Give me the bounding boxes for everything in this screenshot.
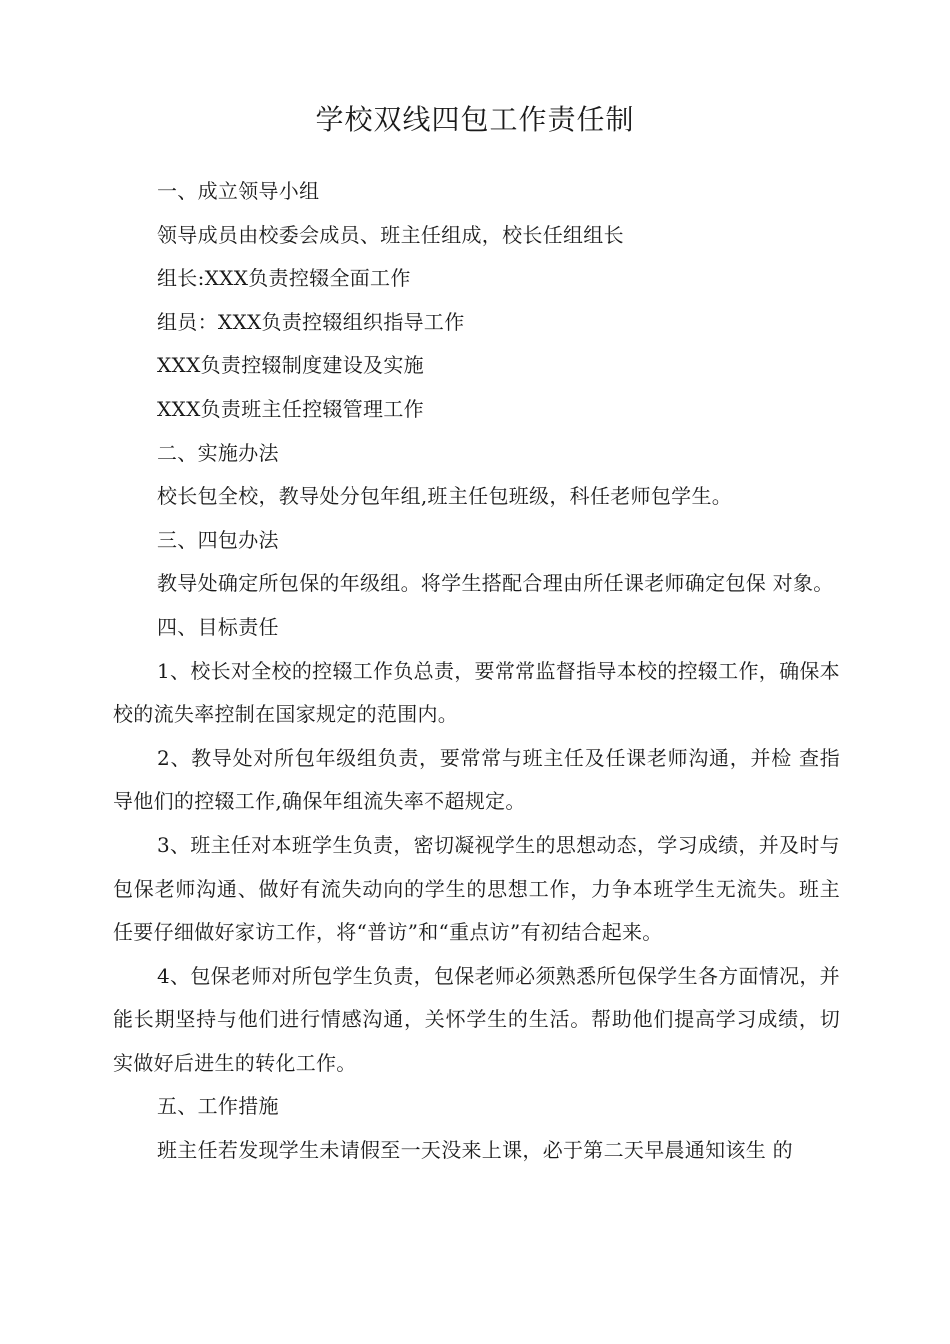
paragraph: 4、包保老师对所包学生负责，包保老师必须熟悉所包保学生各方面情况，并能长期坚持与他们进行情感沟通，关怀学生的生活。帮助他们提高学习成绩，切实做好后进生的转化工作。 [113,963,840,1075]
paragraph: 1、校长对全校的控辍工作负总责，要常常监督指导本校的控辍工作，确保本校的流失率控制在国家规定的范围内。 [113,658,840,727]
section-heading-3: 三、四包办法 [157,527,279,552]
paragraph: 班主任若发现学生未请假至一天没来上课，必于第二天早晨通知该生 的 [157,1138,793,1163]
paragraph: 2、教导处对所包年级组负责，要常常与班主任及任课老师沟通，并检 查指导他们的控辍工作,确保年组流失率不超规定。 [113,745,840,814]
section-heading-2: 二、实施办法 [157,440,279,465]
paragraph: 组长:XXX负责控辍全面工作 [157,266,411,291]
section-heading-4: 四、目标责任 [157,614,279,639]
paragraph: 校长包全校，教导处分包年组,班主任包班级，科任老师包学生。 [157,484,733,509]
paragraph: 3、班主任对本班学生负责，密切凝视学生的思想动态，学习成绩，并及时与包保老师沟通、做好有流失动向的学生的思想工作，力争本班学生无流失。班主任要仔细做好家访工作，将“普访”和“重点访”有初结合起来。 [113,832,840,945]
document-body [113,170,840,1173]
paragraph: 教导处确定所包保的年级组。将学生搭配合理由所任课老师确定包保 对象。 [157,571,834,596]
document-title: 学校双线四包工作责任制 [315,103,635,136]
paragraph: XXX负责控辍制度建设及实施 [157,353,424,378]
paragraph: 领导成员由校委会成员、班主任组成，校长任组组长 [157,222,624,247]
paragraph: 组员：XXX负责控辍组织指导工作 [157,309,465,334]
paragraph: XXX负责班主任控辍管理工作 [157,396,424,421]
section-heading-1: 一、成立领导小组 [157,179,320,203]
section-heading-5: 五、工作措施 [157,1094,279,1119]
